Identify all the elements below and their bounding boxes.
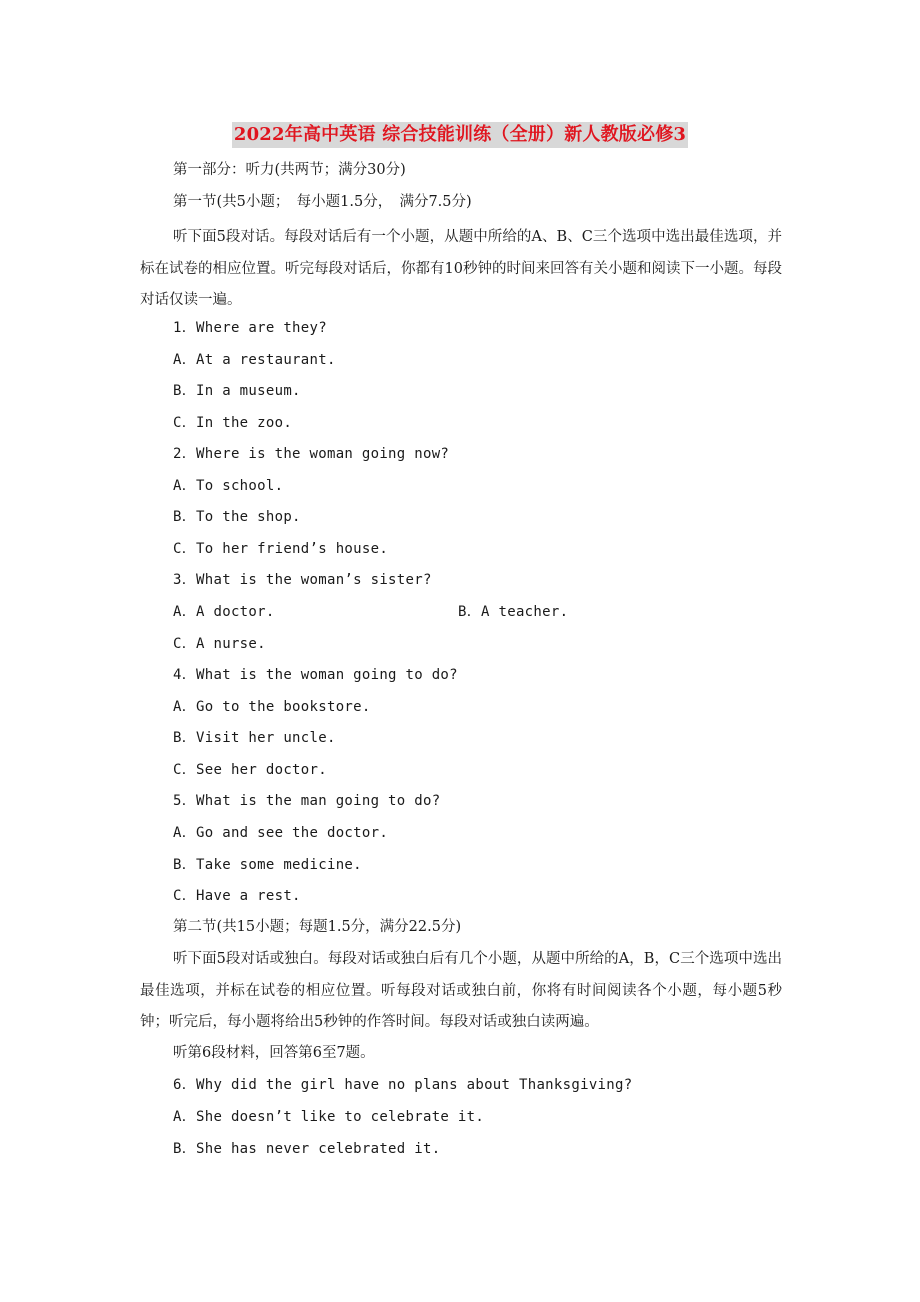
section1-instructions: 听下面5段对话。每段对话后有一个小题，从题中所给的A、B、C三个选项中选出最佳选项，并标在试卷的相应位置。听完每段对话后，你都有10秒钟的时间来回答有关小题和阅读下一小题。每段对话仅读一遍。: [140, 229, 782, 308]
document-title: 2022年高中英语 综合技能训练（全册）新人教版必修3: [232, 122, 688, 148]
question-1-option-b: B．In a museum.: [173, 383, 301, 399]
question-3-option-c: C．A nurse.: [173, 636, 266, 652]
part1-heading: 第一部分：听力(共两节；满分30分): [173, 162, 406, 178]
section2-heading: 第二节(共15小题；每题1.5分，满分22.5分): [173, 919, 462, 935]
title-container: [0, 122, 920, 148]
question-5: 5．What is the man going to do?: [173, 793, 441, 809]
question-4-option-a: A．Go to the bookstore.: [173, 699, 371, 715]
question-6-option-a: A．She doesn’t like to celebrate it.: [173, 1109, 485, 1125]
question-5-option-b: B．Take some medicine.: [173, 857, 362, 873]
question-2-option-b: B．To the shop.: [173, 509, 301, 525]
question-2: 2．Where is the woman going now?: [173, 446, 450, 462]
question-2-option-c: C．To her friend’s house.: [173, 541, 389, 557]
question-4-option-c: C．See her doctor.: [173, 762, 327, 778]
question-6-option-b: B．She has never celebrated it.: [173, 1141, 441, 1157]
question-1-option-c: C．In the zoo.: [173, 415, 293, 431]
material-6-instruction: 听第6段材料，回答第6至7题。: [173, 1045, 375, 1061]
question-5-option-a: A．Go and see the doctor.: [173, 825, 389, 841]
question-5-option-c: C．Have a rest.: [173, 888, 301, 904]
question-3: 3．What is the woman’s sister?: [173, 572, 432, 588]
question-3-option-b: B．A teacher.: [458, 604, 569, 620]
section1-heading: 第一节(共5小题； 每小题1.5分， 满分7.5分): [173, 194, 472, 210]
question-1-option-a: A．At a restaurant.: [173, 352, 336, 368]
question-6: 6．Why did the girl have no plans about Thanksgiving?: [173, 1077, 633, 1093]
question-2-option-a: A．To school.: [173, 478, 284, 494]
section2-instructions: 听下面5段对话或独白。每段对话或独白后有几个小题，从题中所给的A，B，C三个选项中选出最佳选项，并标在试卷的相应位置。听每段对话或独白前，你将有时间阅读各个小题，每小题5秒钟；听完后，每小题将给出5秒钟的作答时间。每段对话或独白读两遍。: [140, 951, 782, 1030]
question-1: 1．Where are they?: [173, 320, 327, 336]
question-3-option-a: A．A doctor.: [173, 604, 275, 620]
question-4: 4．What is the woman going to do?: [173, 667, 458, 683]
question-4-option-b: B．Visit her uncle.: [173, 730, 336, 746]
